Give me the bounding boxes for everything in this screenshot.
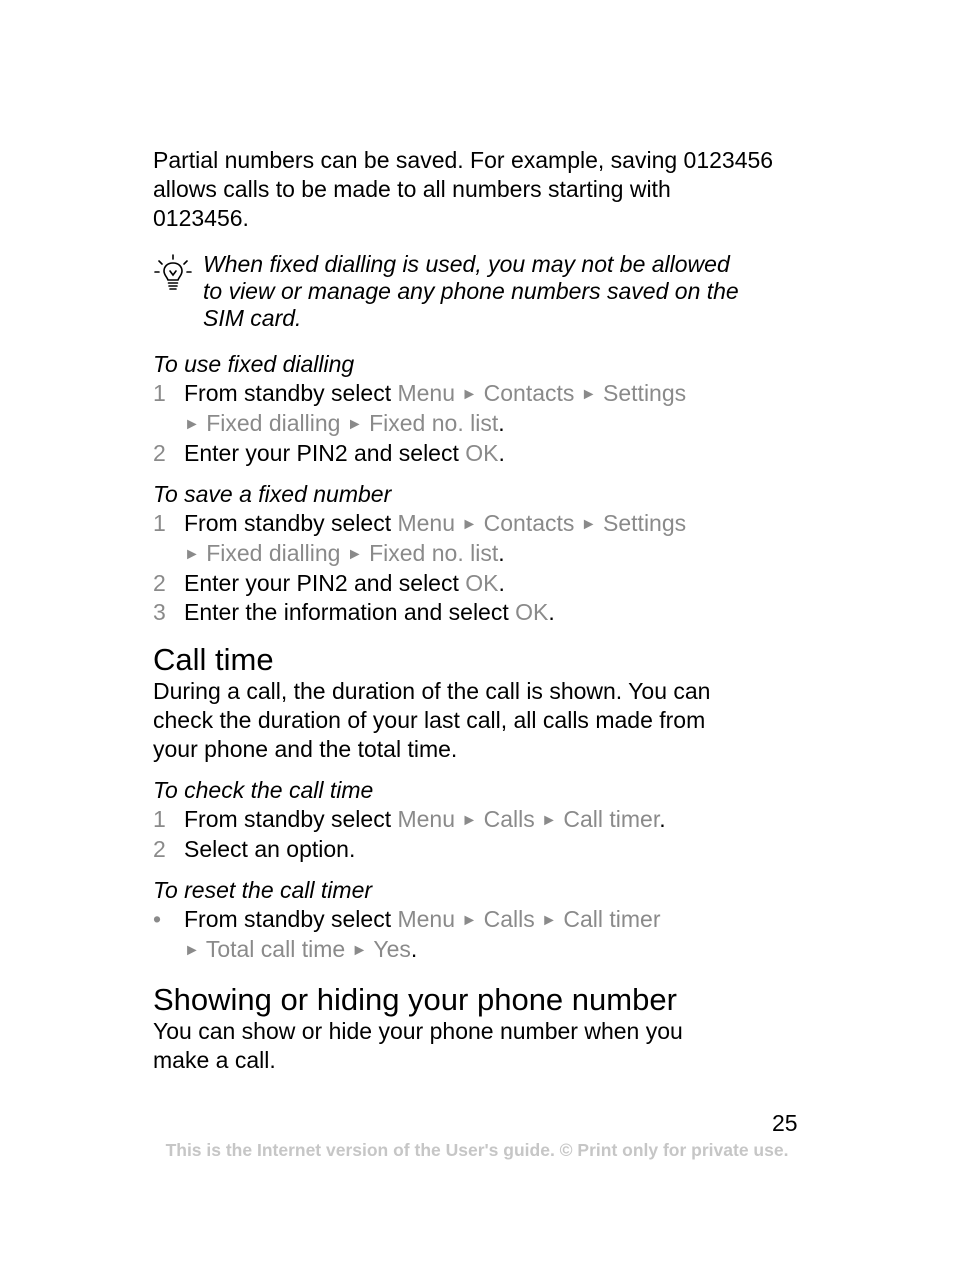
menu-path-item: OK <box>465 440 499 466</box>
check-call-time-section <box>153 776 813 864</box>
step-end: . <box>410 936 418 962</box>
arrow-icon: ► <box>184 416 200 433</box>
tip-line: SIM card. <box>203 305 302 331</box>
menu-path-item: Menu <box>397 510 456 536</box>
arrow-icon: ► <box>184 546 200 563</box>
bullet-item <box>153 905 813 965</box>
bullet-icon: • <box>153 906 162 932</box>
step-number: 1 <box>153 510 166 536</box>
menu-path-item: Calls <box>483 806 535 832</box>
menu-path-item: OK <box>465 570 499 596</box>
section-heading: Showing or hiding your phone number <box>153 982 677 1017</box>
step-text: Enter your PIN2 and select <box>184 570 466 596</box>
step-end: . <box>498 570 505 596</box>
step-text: From standby select <box>184 380 398 406</box>
arrow-icon: ► <box>461 812 478 829</box>
tip-line: When fixed dialling is used, you may not be allowed <box>203 251 730 277</box>
arrow-icon: ► <box>346 546 363 563</box>
steps-list <box>153 905 813 965</box>
menu-path-item: Calls <box>483 906 535 932</box>
body-line: check the duration of your last call, all calls made from <box>153 707 706 733</box>
step-end: . <box>498 410 505 436</box>
menu-path-item: Contacts <box>483 510 575 536</box>
step-end: . <box>659 806 666 832</box>
step-end: . <box>548 599 555 625</box>
step-text: Enter the information and select <box>184 599 516 625</box>
arrow-icon: ► <box>461 386 478 403</box>
body-line: You can show or hide your phone number when you <box>153 1018 683 1044</box>
step-end: . <box>498 540 505 566</box>
arrow-icon: ► <box>541 912 557 929</box>
arrow-icon: ► <box>461 516 478 533</box>
menu-path-item: Fixed no. list <box>369 410 499 436</box>
page-number: 25 <box>772 1110 798 1136</box>
steps-list <box>153 379 813 468</box>
intro-paragraph <box>153 146 813 233</box>
subheading: To reset the call timer <box>153 877 373 903</box>
section-heading: Call time <box>153 642 274 677</box>
step-text: Enter your PIN2 and select <box>184 440 466 466</box>
call-time-section <box>153 643 813 764</box>
steps-list <box>153 509 813 627</box>
menu-path-item: OK <box>515 599 549 625</box>
menu-path-item: Fixed no. list <box>369 540 499 566</box>
footer-notice: This is the Internet version of the User's guide. © Print only for private use. <box>165 1140 789 1160</box>
subheading: To use fixed dialling <box>153 351 355 377</box>
menu-path-item: Contacts <box>483 380 575 406</box>
arrow-icon: ► <box>580 386 597 403</box>
tip-line: to view or manage any phone numbers saved on the <box>203 278 739 304</box>
menu-path-item: Menu <box>397 806 456 832</box>
body-line: your phone and the total time. <box>153 736 458 762</box>
step-item <box>153 439 813 468</box>
show-hide-number-section <box>153 983 813 1075</box>
save-fixed-number-section <box>153 480 813 627</box>
step-text: From standby select <box>184 510 398 536</box>
step-item <box>153 805 813 835</box>
menu-path-item: Settings <box>603 510 687 536</box>
step-number: 3 <box>153 599 166 625</box>
step-end: . <box>498 440 505 466</box>
tip-text <box>203 251 803 332</box>
subheading: To save a fixed number <box>153 481 392 507</box>
arrow-icon: ► <box>346 416 363 433</box>
menu-path-item: Fixed dialling <box>206 540 341 566</box>
menu-path-item: Yes <box>373 936 411 962</box>
menu-path-item: Total call time <box>205 936 346 962</box>
menu-path-item: Call timer <box>563 806 660 832</box>
use-fixed-dialling-section <box>153 350 813 468</box>
step-item <box>153 835 813 864</box>
step-item <box>153 509 813 569</box>
step-item <box>153 569 813 598</box>
step-number: 2 <box>153 570 166 596</box>
step-number: 1 <box>153 380 166 406</box>
lightbulb-icon <box>153 253 193 293</box>
step-number: 2 <box>153 836 166 862</box>
reset-call-timer-section <box>153 876 813 965</box>
arrow-icon: ► <box>184 942 200 959</box>
intro-line: 0123456. <box>153 205 249 231</box>
step-text: Select an option. <box>184 836 356 862</box>
step-item <box>153 379 813 439</box>
step-item <box>153 598 813 627</box>
arrow-icon: ► <box>461 912 478 929</box>
arrow-icon: ► <box>541 812 557 829</box>
menu-path-item: Call timer <box>563 906 661 932</box>
intro-line: Partial numbers can be saved. For example, saving 0123456 <box>153 147 774 173</box>
step-text: From standby select <box>184 906 398 932</box>
menu-path-item: Settings <box>603 380 687 406</box>
subheading: To check the call time <box>153 777 374 803</box>
step-number: 1 <box>153 806 166 832</box>
body-line: During a call, the duration of the call is shown. You can <box>153 678 711 704</box>
arrow-icon: ► <box>580 516 597 533</box>
menu-path-item: Menu <box>397 906 456 932</box>
intro-line: allows calls to be made to all numbers starting with <box>153 176 671 202</box>
menu-path-item: Fixed dialling <box>206 410 341 436</box>
menu-path-item: Menu <box>397 380 456 406</box>
step-text: From standby select <box>184 806 398 832</box>
steps-list <box>153 805 813 864</box>
body-line: make a call. <box>153 1047 276 1073</box>
arrow-icon: ► <box>351 942 368 959</box>
step-number: 2 <box>153 440 166 466</box>
